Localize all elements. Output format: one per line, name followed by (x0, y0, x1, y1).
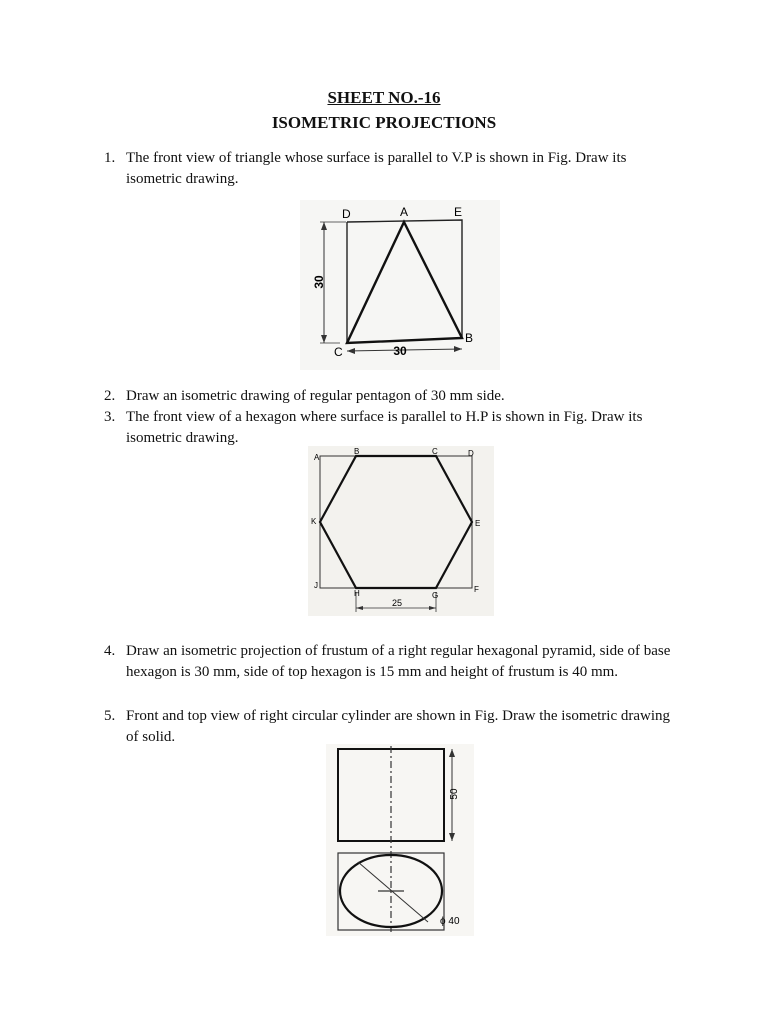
question-text: The front view of triangle whose surface is parallel to V.P is shown in Fig. Draw its isometric drawing. (126, 150, 627, 187)
sheet-title: SHEET NO.-16 (327, 88, 441, 107)
vertex-label-k: K (311, 517, 317, 526)
vertex-label-g: G (432, 591, 439, 600)
question-text: The front view of a hexagon where surface is parallel to H.P is shown in Fig. Draw its isometric drawing. (126, 409, 643, 446)
vertex-label-b: B (354, 447, 360, 456)
height-dimension-label: 30 (312, 275, 326, 289)
vertex-label-e: E (454, 205, 463, 219)
question-number: 2. (104, 388, 116, 404)
vertex-label-a: A (314, 453, 320, 462)
question-text: Front and top view of right circular cylinder are shown in Fig. Draw the isometric drawing of solid. (126, 708, 671, 745)
height-dimension-label: 50 (449, 788, 460, 800)
vertex-label-e: E (475, 519, 481, 528)
triangle-figure (300, 200, 500, 370)
question-4 (104, 641, 674, 683)
sheet-subtitle: ISOMETRIC PROJECTIONS (271, 113, 497, 132)
question-2 (104, 386, 674, 407)
question-number: 5. (104, 708, 116, 724)
side-dimension-label: 25 (391, 598, 403, 608)
vertex-label-j: J (314, 581, 318, 590)
question-text: Draw an isometric projection of frustum of a right regular hexagonal pyramid, side of base hexagon is 30 mm, side of top hexagon is 15 mm and height of frustum is 40 mm. (126, 643, 671, 680)
question-number: 1. (104, 150, 116, 166)
cylinder-figure (326, 744, 474, 936)
vertex-label-c: C (432, 447, 438, 456)
vertex-label-f: F (474, 585, 479, 594)
vertex-label-b: B (465, 331, 474, 345)
vertex-label-a: A (400, 205, 409, 219)
question-5 (104, 706, 674, 748)
question-3 (104, 407, 674, 449)
vertex-label-h: H (354, 589, 360, 598)
base-dimension-label: 30 (393, 344, 407, 358)
question-number: 3. (104, 409, 116, 425)
hexagon-figure (308, 446, 494, 616)
diameter-label: ϕ 40 (440, 916, 460, 927)
vertex-label-d: D (342, 207, 351, 221)
question-1 (104, 148, 674, 190)
vertex-label-d: D (468, 449, 474, 458)
question-number: 4. (104, 643, 116, 659)
question-text: Draw an isometric drawing of regular pentagon of 30 mm side. (126, 388, 505, 404)
vertex-label-c: C (334, 345, 343, 359)
